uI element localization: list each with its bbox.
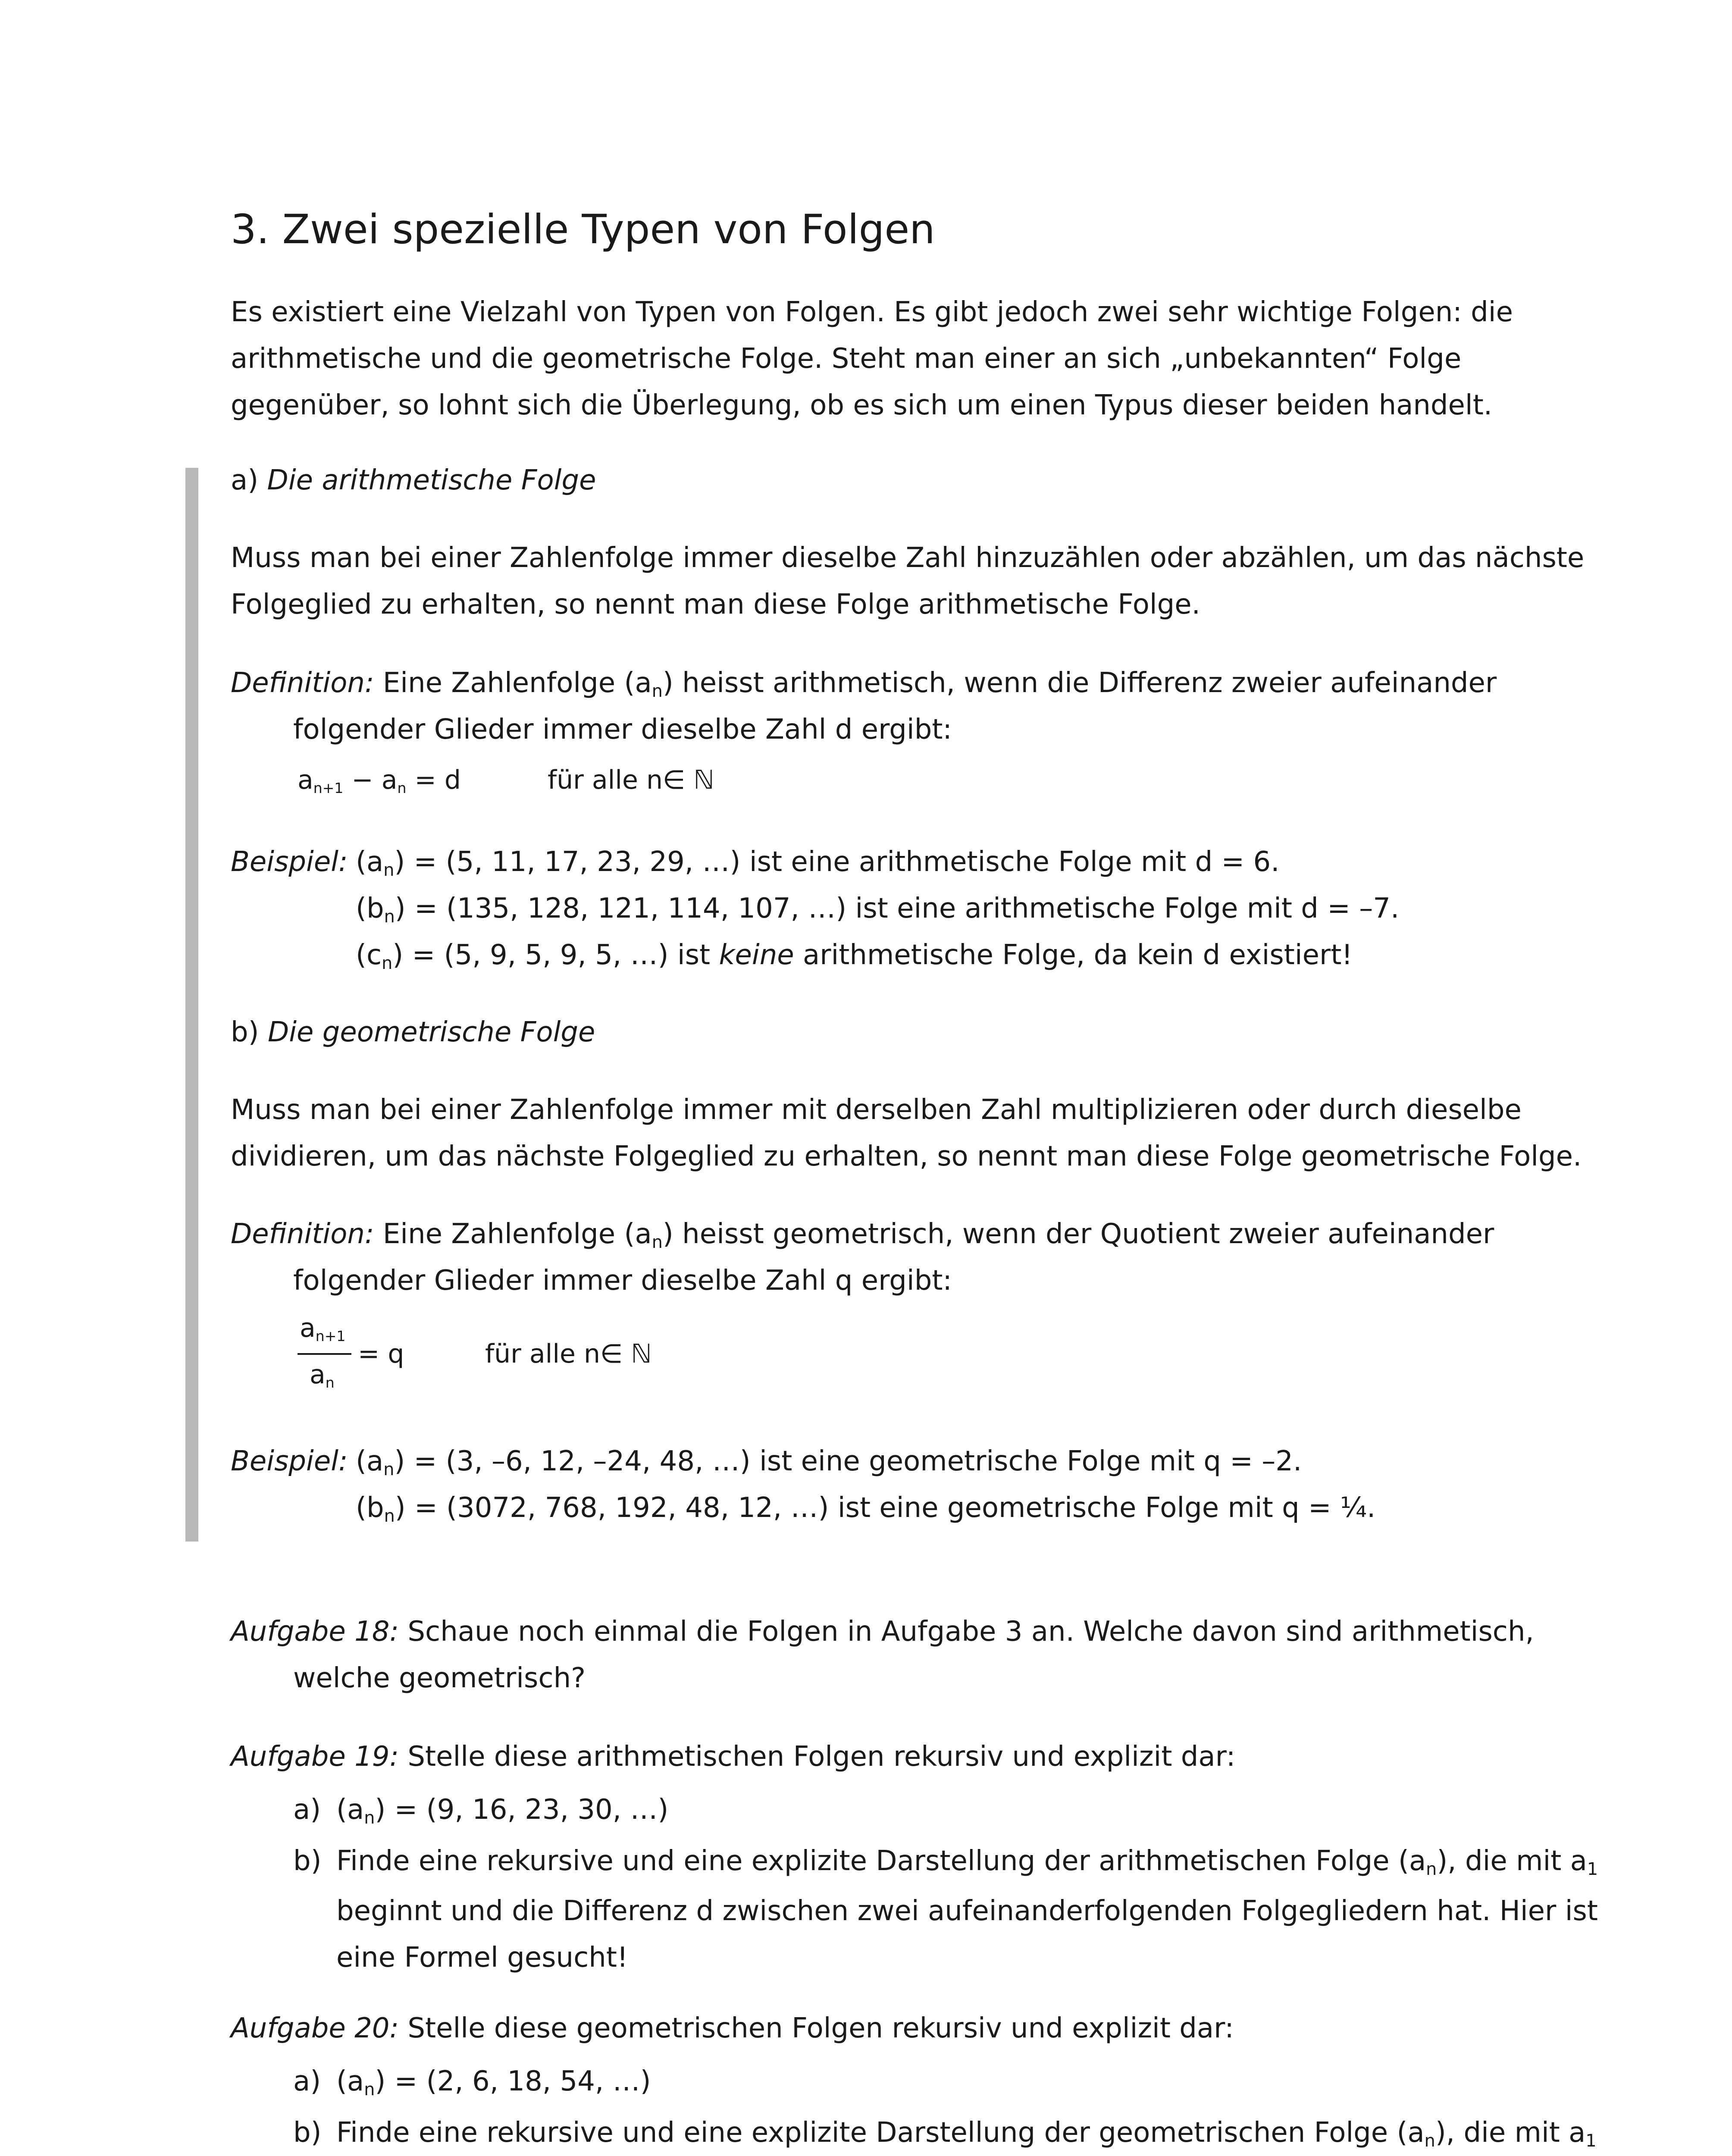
task-19: Aufgabe 19: Stelle diese arithmetischen Folgen rekursiv und explizit dar: [231,1741,1236,1773]
geo-fraction-numerator: an+1 [300,1313,346,1344]
arith-example-2: (bn) = (135, 128, 121, 114, 107, …) ist eine arithmetische Folge mit d = –7. [356,893,1400,927]
task-20-b: Finde eine rekursive und eine explizite Darstellung der geometrischen Folge (an), die mit a1 [336,2117,1597,2151]
geo-formula-condition: für alle n∈ ℕ [485,1339,652,1369]
geo-example-1: (an) = (3, –6, 12, –24, 48, …) ist eine geometrische Folge mit q = –2. [356,1445,1302,1480]
task-19-a: (an) = (9, 16, 23, 30, …) [336,1794,669,1828]
task-20-b-label: b) [293,2117,322,2149]
task-label: Aufgabe 20: [231,2012,399,2044]
intro-line: gegenüber, so lohnt sich die Überlegung, ob es sich um einen Typus dieser beiden handelt. [231,389,1493,421]
arith-section-label: a) Die arithmetische Folge [231,464,596,496]
intro-line: Es existiert eine Vielzahl von Typen von Folgen. Es gibt jedoch zwei sehr wichtige Folgen: die [231,296,1513,328]
geo-fraction-denominator: an [310,1360,335,1391]
geo-paragraph [231,1087,1582,1180]
arith-text-line: Muss man bei einer Zahlenfolge immer dieselbe Zahl hinzuzählen oder abzählen, um das nächste [231,542,1585,574]
arith-example-3: (cn) = (5, 9, 5, 9, 5, …) ist keine arithmetische Folge, da kein d existiert! [356,939,1353,974]
task-19-b-label: b) [293,1845,322,1877]
arith-definition-line2: folgender Glieder immer dieselbe Zahl d ergibt: [293,714,952,746]
intro-line: arithmetische und die geometrische Folge. Steht man einer an sich „unbekannten“ Folge [231,343,1462,375]
task-20: Aufgabe 20: Stelle diese geometrischen Folgen rekursiv und explizit dar: [231,2012,1234,2044]
arith-example-label: Beispiel: [231,846,348,878]
task-19-b: Finde eine rekursive und eine explizite Darstellung der arithmetischen Folge (an), die mit a1 beginnt und die Differenz d zwischen zwei aufeinanderfolgenden Folgegliedern hat. Hier ist eine Formel gesucht! [336,1845,1598,1974]
geo-section-title: Die geometrische Folge [267,1016,595,1048]
arith-formula-condition: für alle n∈ ℕ [548,765,714,795]
geo-example-label: Beispiel: [231,1445,348,1477]
geo-section-label: b) Die geometrische Folge [231,1016,595,1048]
section-marker-bar [185,468,198,1542]
page-title: 3. Zwei spezielle Typen von Folgen [231,206,935,253]
fraction-bar [298,1353,351,1355]
definition-label: Definition: [231,1218,374,1250]
arith-section-title: Die arithmetische Folge [267,464,596,496]
geo-definition: Definition: Eine Zahlenfolge (an) heisst geometrisch, wenn der Quotient zweier aufeinander [231,1218,1494,1253]
definition-label: Definition: [231,667,374,699]
arith-formula: an+1 − an = d [298,765,461,796]
task-20-a: (an) = (2, 6, 18, 54, …) [336,2065,651,2100]
geo-definition-line2: folgender Glieder immer dieselbe Zahl q ergibt: [293,1265,952,1297]
arith-example-1: (an) = (5, 11, 17, 23, 29, …) ist eine arithmetische Folge mit d = 6. [356,846,1280,881]
geo-formula-equals: = q [358,1339,404,1369]
task-label: Aufgabe 19: [231,1741,399,1773]
arith-definition: Definition: Eine Zahlenfolge (an) heisst arithmetisch, wenn die Differenz zweier aufeinander [231,667,1497,702]
task-20-a-label: a) [293,2065,321,2097]
task-label: Aufgabe 18: [231,1616,399,1648]
geo-example-2: (bn) = (3072, 768, 192, 48, 12, …) ist eine geometrische Folge mit q = ¼. [356,1492,1376,1526]
arith-paragraph [231,535,1584,628]
task-18-line2: welche geometrisch? [293,1662,586,1694]
task-18: Aufgabe 18: Schaue noch einmal die Folgen in Aufgabe 3 an. Welche davon sind arithmetisch, [231,1616,1534,1648]
task-19-a-label: a) [293,1794,321,1826]
geo-text-line: Muss man bei einer Zahlenfolge immer mit derselben Zahl multiplizieren oder durch dieselbe [231,1094,1522,1126]
arith-text-line: Folgeglied zu erhalten, so nennt man diese Folge arithmetische Folge. [231,589,1200,620]
geo-text-line: dividieren, um das nächste Folgeglied zu erhalten, so nennt man diese Folge geometrische Folge. [231,1141,1582,1172]
intro-paragraph [231,289,1513,429]
